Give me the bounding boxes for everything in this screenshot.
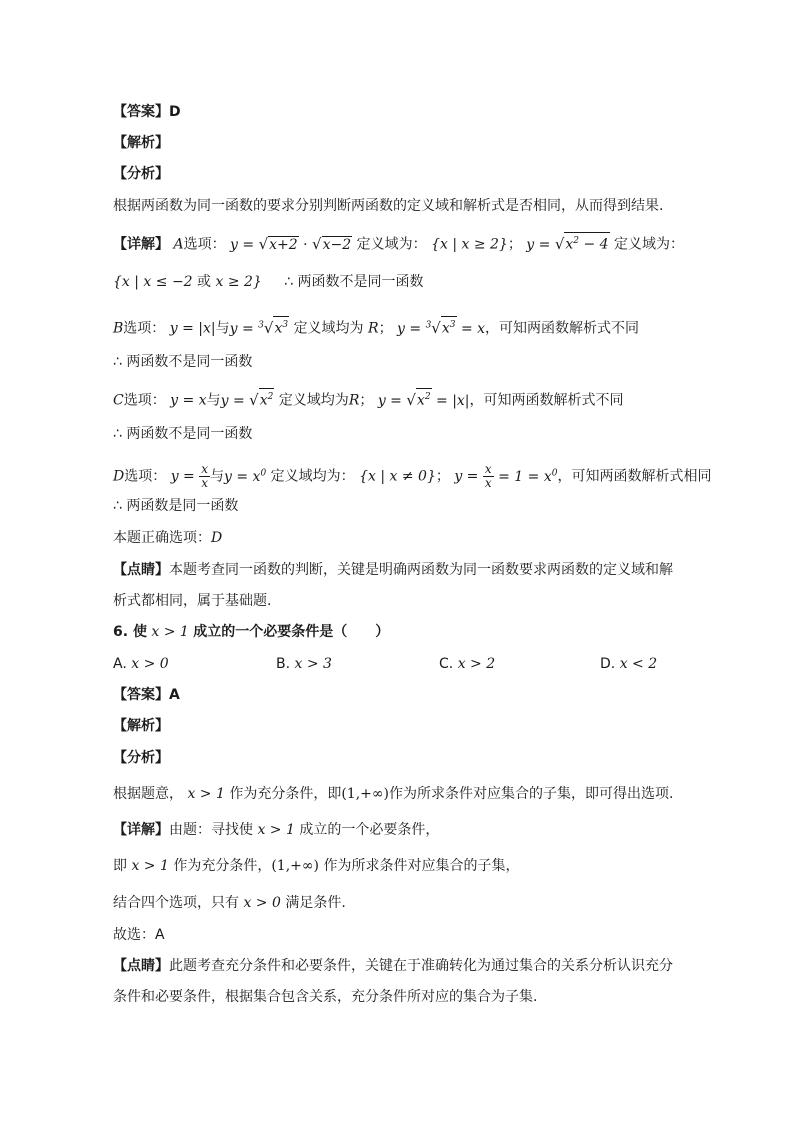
dianjing-line-2: 析式都相同，属于基础题. xyxy=(113,593,272,609)
conclusion-d: ∴ 两函数是同一函数 xyxy=(113,498,239,514)
fenxi-tag: 【分析】 xyxy=(113,166,169,182)
q6-choose: 故选：A xyxy=(113,927,165,943)
option-a[interactable]: A. x > 0 xyxy=(113,656,169,672)
q6-dianjing-line-2: 条件和必要条件，根据集合包含关系，充分条件所对应的集合为子集. xyxy=(113,989,538,1005)
formula-d2: $y = x^0$ xyxy=(224,468,267,485)
fenxi-text: 根据两函数为同一函数的要求分别判断两函数的定义域和解析式是否相同，从而得到结果. xyxy=(113,198,664,214)
option-d[interactable]: D. x < 2 xyxy=(600,656,658,672)
q6-detail-line-1: 【详解】由题：寻找使 x > 1 成立的一个必要条件， xyxy=(113,822,440,838)
dianjing-line-1: 【点睛】本题考查同一函数的判断，关键是明确两函数为同一函数要求两函数的定义域和解 xyxy=(113,562,673,578)
conclusion-b: ∴ 两函数不是同一函数 xyxy=(113,354,253,370)
formula-c1: y = x xyxy=(170,392,207,409)
formula-b2: $y = ^3√x^3$ xyxy=(230,321,289,337)
fraction-x-over-x-2: $\frac{x}{x}$ xyxy=(484,462,492,491)
detail-line-c: C选项： y = x与$y = √x^2$ 定义域均为R； $y = √x^2 = |x|$，可知两函数解析式不同 xyxy=(113,388,624,411)
formula-b3: $y = ^3√x^3 = x$ xyxy=(397,321,485,337)
q6-fenxi-text: 根据题意， x > 1 作为充分条件，即(1,+∞)作为所求条件对应集合的子集，即可得出选项. xyxy=(113,786,674,802)
domain-d: {x | x ≠ 0} xyxy=(359,468,436,485)
detail-line-a2 xyxy=(113,272,423,292)
correct-line: 本题正确选项：D xyxy=(113,530,223,546)
answer-value: D xyxy=(169,104,181,120)
q6-fenxi-tag: 【分析】 xyxy=(113,750,169,766)
q6-dianjing-line-1: 【点睛】此题考查充分条件和必要条件，关键在于准确转化为通过集合的关系分析认识充分 xyxy=(113,958,673,974)
detail-line-a: 【详解】 A选项： y = √x+2 · √x−2 定义域为： {x | x ≥ 2}； $y = √x^2 - 4$ 定义域为： xyxy=(113,232,684,255)
domain-a1: {x | x ≥ 2} xyxy=(431,236,508,253)
formula-a2: $y = √x^2 - 4$ xyxy=(526,237,609,253)
detail-line-d: D选项： y = $\frac{x}{x}$ 与$y = x^0$ 定义域均为： {x | x ≠ 0}； y = $\frac{x}{x}$ = $1 = x^0$，可知两函数解析式相同 xyxy=(113,462,712,491)
option-a-label: A xyxy=(173,236,184,253)
q6-detail-line-3: 结合四个选项，只有 x > 0 满足条件. xyxy=(113,895,346,911)
formula-c3: $y = √x^2 = |x|$ xyxy=(378,393,470,409)
analysis-tag: 【解析】 xyxy=(113,135,169,151)
q6-answer-line: 【答案】A xyxy=(113,687,180,703)
fraction-x-over-x: $\frac{x}{x}$ xyxy=(201,462,209,491)
question-6-stem: 6. 使 x > 1 成立的一个必要条件是（ ） xyxy=(113,624,390,640)
dianjing-tag: 【点睛】 xyxy=(113,562,169,578)
q6-detail-line-2: 即 x > 1 作为充分条件，(1,+∞) 作为所求条件对应集合的子集， xyxy=(113,858,520,874)
formula-c2: $y = √x^2$ xyxy=(221,393,275,409)
answer-tag: 【答案】 xyxy=(113,104,169,120)
domain-a2: {x | x ≤ −2 或 x ≥ 2} xyxy=(113,274,262,290)
detail-line-b: B选项： y = |x|与$y = ^3√x^3$ 定义域均为 R； $y = ^3√x^3 = x$，可知两函数解析式不同 xyxy=(113,315,639,339)
option-b[interactable]: B. x > 3 xyxy=(276,656,332,672)
formula-b1: y = |x| xyxy=(169,320,216,337)
option-c[interactable]: C. x > 2 xyxy=(439,656,496,672)
detail-tag: 【详解】 xyxy=(113,236,169,253)
formula-a1: y = √x+2 · √x−2 xyxy=(230,234,352,253)
conclusion-c: ∴ 两函数不是同一函数 xyxy=(113,426,253,442)
q6-analysis-tag: 【解析】 xyxy=(113,718,169,734)
conclusion-a: ∴ 两函数不是同一函数 xyxy=(284,274,424,290)
answer-line xyxy=(113,102,181,122)
